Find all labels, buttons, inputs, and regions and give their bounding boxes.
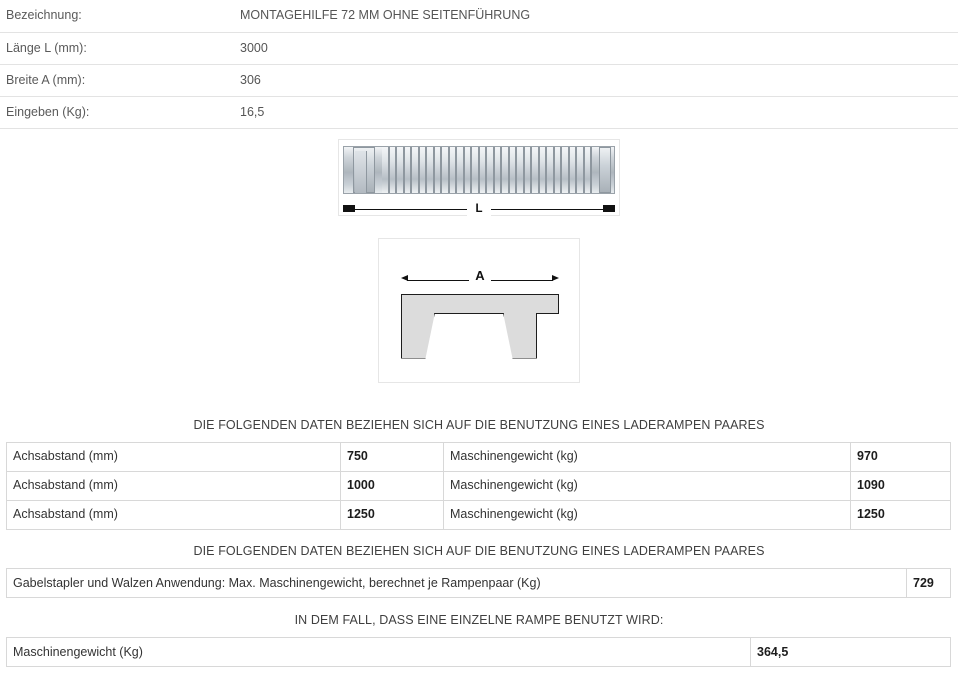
spec-row	[0, 32, 958, 64]
table-ramp-pair-capacity	[6, 568, 951, 598]
drawing-cross-section	[378, 238, 580, 383]
spec-value-eingeben: 16,5	[240, 96, 958, 128]
spec-row	[0, 96, 958, 128]
spec-row	[0, 64, 958, 96]
cross-section-illustration	[379, 239, 579, 382]
ramp-lip	[355, 151, 367, 193]
spec-value-bezeichnung: MONTAGEHILFE 72 MM OHNE SEITENFÜHRUNG	[240, 0, 958, 32]
spec-label-eingeben: Eingeben (Kg):	[0, 96, 240, 128]
caption-pair-axle: DIE FOLGENDEN DATEN BEZIEHEN SICH AUF DIE BENUTZUNG EINES LADERAMPEN PAARES	[193, 417, 765, 432]
spec-label-laenge: Länge L (mm):	[0, 32, 240, 64]
cell-pair-value: 729	[907, 569, 951, 598]
specification-list	[0, 0, 958, 129]
table-row	[7, 471, 951, 500]
dimension-label-width: A	[469, 268, 491, 284]
arrow-right-icon	[552, 275, 559, 281]
dimension-line-width	[401, 267, 559, 288]
technical-drawings	[0, 139, 958, 383]
ramp-side-illustration	[343, 146, 615, 194]
cell-axle-value: 750	[341, 442, 444, 471]
cell-pair-label: Gabelstapler und Walzen Anwendung: Max. Maschinengewicht, berechnet je Rampenpaar (Kg)	[7, 569, 907, 598]
table-row	[7, 638, 951, 667]
caption-pair-forklift: DIE FOLGENDEN DATEN BEZIEHEN SICH AUF DIE BENUTZUNG EINES LADERAMPEN PAARES	[193, 543, 765, 558]
table-axle-distance	[6, 442, 951, 530]
cell-axle-value: 1000	[341, 471, 444, 500]
table-row	[7, 442, 951, 471]
ramp-end-plate-left	[353, 147, 375, 193]
dimension-label-length: L	[467, 200, 491, 218]
dimension-cap-right	[603, 205, 615, 212]
cell-weight-value: 970	[851, 442, 951, 471]
spec-value-laenge: 3000	[240, 32, 958, 64]
ramp-leg-right	[503, 313, 537, 359]
cell-weight-label: Maschinengewicht (kg)	[444, 442, 851, 471]
table-row	[7, 500, 951, 529]
table-single-ramp-capacity	[6, 637, 951, 667]
spec-label-breite: Breite A (mm):	[0, 64, 240, 96]
spec-label-bezeichnung: Bezeichnung:	[0, 0, 240, 32]
spec-value-breite: 306	[240, 64, 958, 96]
cell-weight-label: Maschinengewicht (kg)	[444, 471, 851, 500]
cell-weight-label: Maschinengewicht (kg)	[444, 500, 851, 529]
cell-single-value: 364,5	[751, 638, 951, 667]
spec-row	[0, 0, 958, 32]
cell-axle-label: Achsabstand (mm)	[7, 500, 341, 529]
cell-axle-label: Achsabstand (mm)	[7, 471, 341, 500]
caption-single-ramp: IN DEM FALL, DASS EINE EINZELNE RAMPE BENUTZT WIRD:	[294, 613, 664, 627]
cell-weight-value: 1250	[851, 500, 951, 529]
ramp-leg-left	[401, 313, 435, 359]
cell-axle-label: Achsabstand (mm)	[7, 442, 341, 471]
drawing-side-view	[338, 139, 620, 216]
ramp-slats	[382, 147, 592, 193]
cell-single-label: Maschinengewicht (Kg)	[7, 638, 751, 667]
cell-weight-value: 1090	[851, 471, 951, 500]
table-row	[7, 569, 951, 598]
cell-axle-value: 1250	[341, 500, 444, 529]
ramp-end-plate-right	[599, 147, 611, 193]
dimension-line-length	[343, 199, 615, 219]
ramp-deck	[401, 294, 559, 314]
